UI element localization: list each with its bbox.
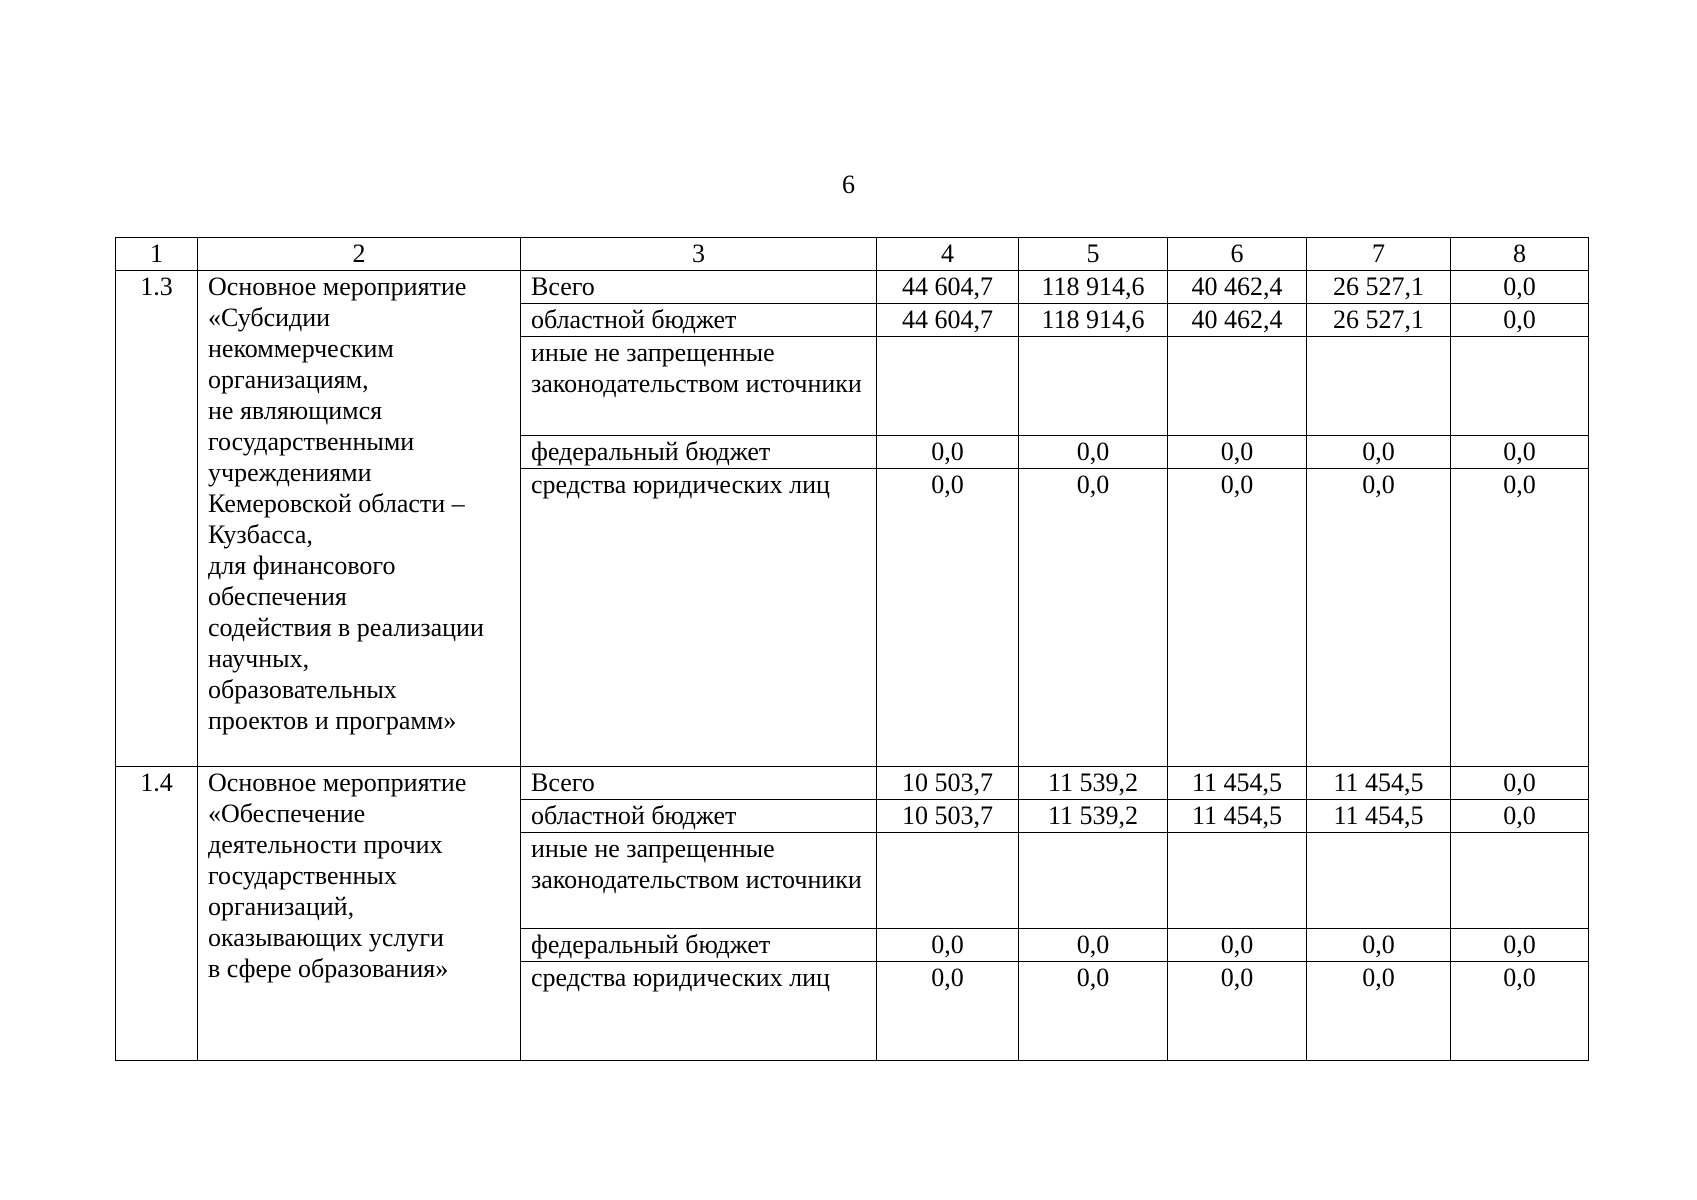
value-cell: 0,0 (1168, 929, 1307, 962)
funding-source: средства юридических лиц (521, 962, 877, 1061)
value-cell (1451, 337, 1589, 436)
table-row (116, 767, 1589, 800)
budget-table (115, 237, 1589, 1061)
column-header: 5 (1019, 238, 1168, 271)
column-header: 8 (1451, 238, 1589, 271)
value-cell: 0,0 (1019, 469, 1168, 767)
section-name-line: государственных (208, 861, 397, 890)
value-cell: 0,0 (1168, 469, 1307, 767)
section-number: 1.4 (116, 767, 198, 1061)
value-cell (1451, 833, 1589, 929)
section-name-line: некоммерческим (208, 334, 394, 363)
column-header: 6 (1168, 238, 1307, 271)
value-cell: 0,0 (877, 929, 1019, 962)
value-cell: 0,0 (1307, 436, 1451, 469)
value-cell: 44 604,7 (877, 271, 1019, 304)
column-header: 2 (198, 238, 521, 271)
funding-source: федеральный бюджет (521, 929, 877, 962)
value-cell (877, 833, 1019, 929)
section-name-line: образовательных (208, 675, 397, 704)
section-name (198, 271, 521, 767)
section-number: 1.3 (116, 271, 198, 767)
value-cell: 0,0 (1019, 929, 1168, 962)
value-cell: 11 454,5 (1307, 767, 1451, 800)
funding-source: Всего (521, 271, 877, 304)
value-cell: 10 503,7 (877, 767, 1019, 800)
value-cell (1019, 337, 1168, 436)
value-cell: 0,0 (1451, 800, 1589, 833)
funding-source: иные не запрещенные законодательством источники (521, 337, 877, 436)
section-name-line: в сфере образования» (208, 954, 449, 983)
value-cell: 0,0 (1451, 436, 1589, 469)
funding-source: иные не запрещенные законодательством источники (521, 833, 877, 929)
section-name-line: научных, (208, 644, 310, 673)
value-cell: 0,0 (877, 962, 1019, 1061)
value-cell (1019, 833, 1168, 929)
section-name-line: проектов и программ» (208, 706, 457, 735)
value-cell: 0,0 (877, 469, 1019, 767)
section-name-line: Основное мероприятие (208, 768, 467, 797)
value-cell: 0,0 (1451, 767, 1589, 800)
value-cell: 0,0 (1168, 436, 1307, 469)
value-cell (1168, 337, 1307, 436)
section-name-line: Кемеровской области – (208, 489, 465, 518)
value-cell: 0,0 (1451, 962, 1589, 1061)
section-name-line: учреждениями (208, 458, 372, 487)
value-cell: 0,0 (1451, 469, 1589, 767)
funding-source: областной бюджет (521, 800, 877, 833)
value-cell (1307, 337, 1451, 436)
value-cell: 0,0 (1019, 436, 1168, 469)
section-name-line: обеспечения (208, 582, 347, 611)
value-cell: 0,0 (1168, 962, 1307, 1061)
value-cell: 11 454,5 (1168, 767, 1307, 800)
section-name (198, 767, 521, 1061)
section-name-line: оказывающих услуги (208, 923, 444, 952)
funding-source: областной бюджет (521, 304, 877, 337)
section-name-line: организаций, (208, 892, 355, 921)
section-name-line: содействия в реализации (208, 613, 484, 642)
value-cell (1168, 833, 1307, 929)
value-cell: 0,0 (1451, 304, 1589, 337)
section-name-line: для финансового (208, 551, 396, 580)
funding-source: средства юридических лиц (521, 469, 877, 767)
table-row (116, 271, 1589, 304)
value-cell: 118 914,6 (1019, 271, 1168, 304)
value-cell (877, 337, 1019, 436)
value-cell: 0,0 (1451, 929, 1589, 962)
value-cell: 118 914,6 (1019, 304, 1168, 337)
section-name-line: Кузбасса, (208, 520, 313, 549)
value-cell: 11 454,5 (1307, 800, 1451, 833)
value-cell: 11 454,5 (1168, 800, 1307, 833)
value-cell: 26 527,1 (1307, 271, 1451, 304)
section-name-line: Основное мероприятие (208, 272, 467, 301)
page-number: 6 (842, 170, 855, 199)
column-header: 7 (1307, 238, 1451, 271)
funding-source: федеральный бюджет (521, 436, 877, 469)
section-name-line: организациям, (208, 365, 369, 394)
section-name-line: «Обеспечение (208, 799, 366, 828)
value-cell: 0,0 (1307, 929, 1451, 962)
section-name-line: государственными (208, 427, 415, 456)
value-cell: 0,0 (1307, 469, 1451, 767)
value-cell: 0,0 (1451, 271, 1589, 304)
funding-source: Всего (521, 767, 877, 800)
value-cell: 44 604,7 (877, 304, 1019, 337)
value-cell: 40 462,4 (1168, 271, 1307, 304)
value-cell: 11 539,2 (1019, 800, 1168, 833)
column-header: 3 (521, 238, 877, 271)
column-header: 4 (877, 238, 1019, 271)
value-cell: 0,0 (1307, 962, 1451, 1061)
value-cell: 26 527,1 (1307, 304, 1451, 337)
value-cell: 0,0 (1019, 962, 1168, 1061)
section-name-line: «Субсидии (208, 303, 331, 332)
header-row (116, 238, 1589, 271)
section-name-line: не являющимся (208, 396, 383, 425)
value-cell: 0,0 (877, 436, 1019, 469)
column-header: 1 (116, 238, 198, 271)
section-name-line: деятельности прочих (208, 830, 443, 859)
value-cell: 40 462,4 (1168, 304, 1307, 337)
value-cell: 11 539,2 (1019, 767, 1168, 800)
value-cell: 10 503,7 (877, 800, 1019, 833)
value-cell (1307, 833, 1451, 929)
